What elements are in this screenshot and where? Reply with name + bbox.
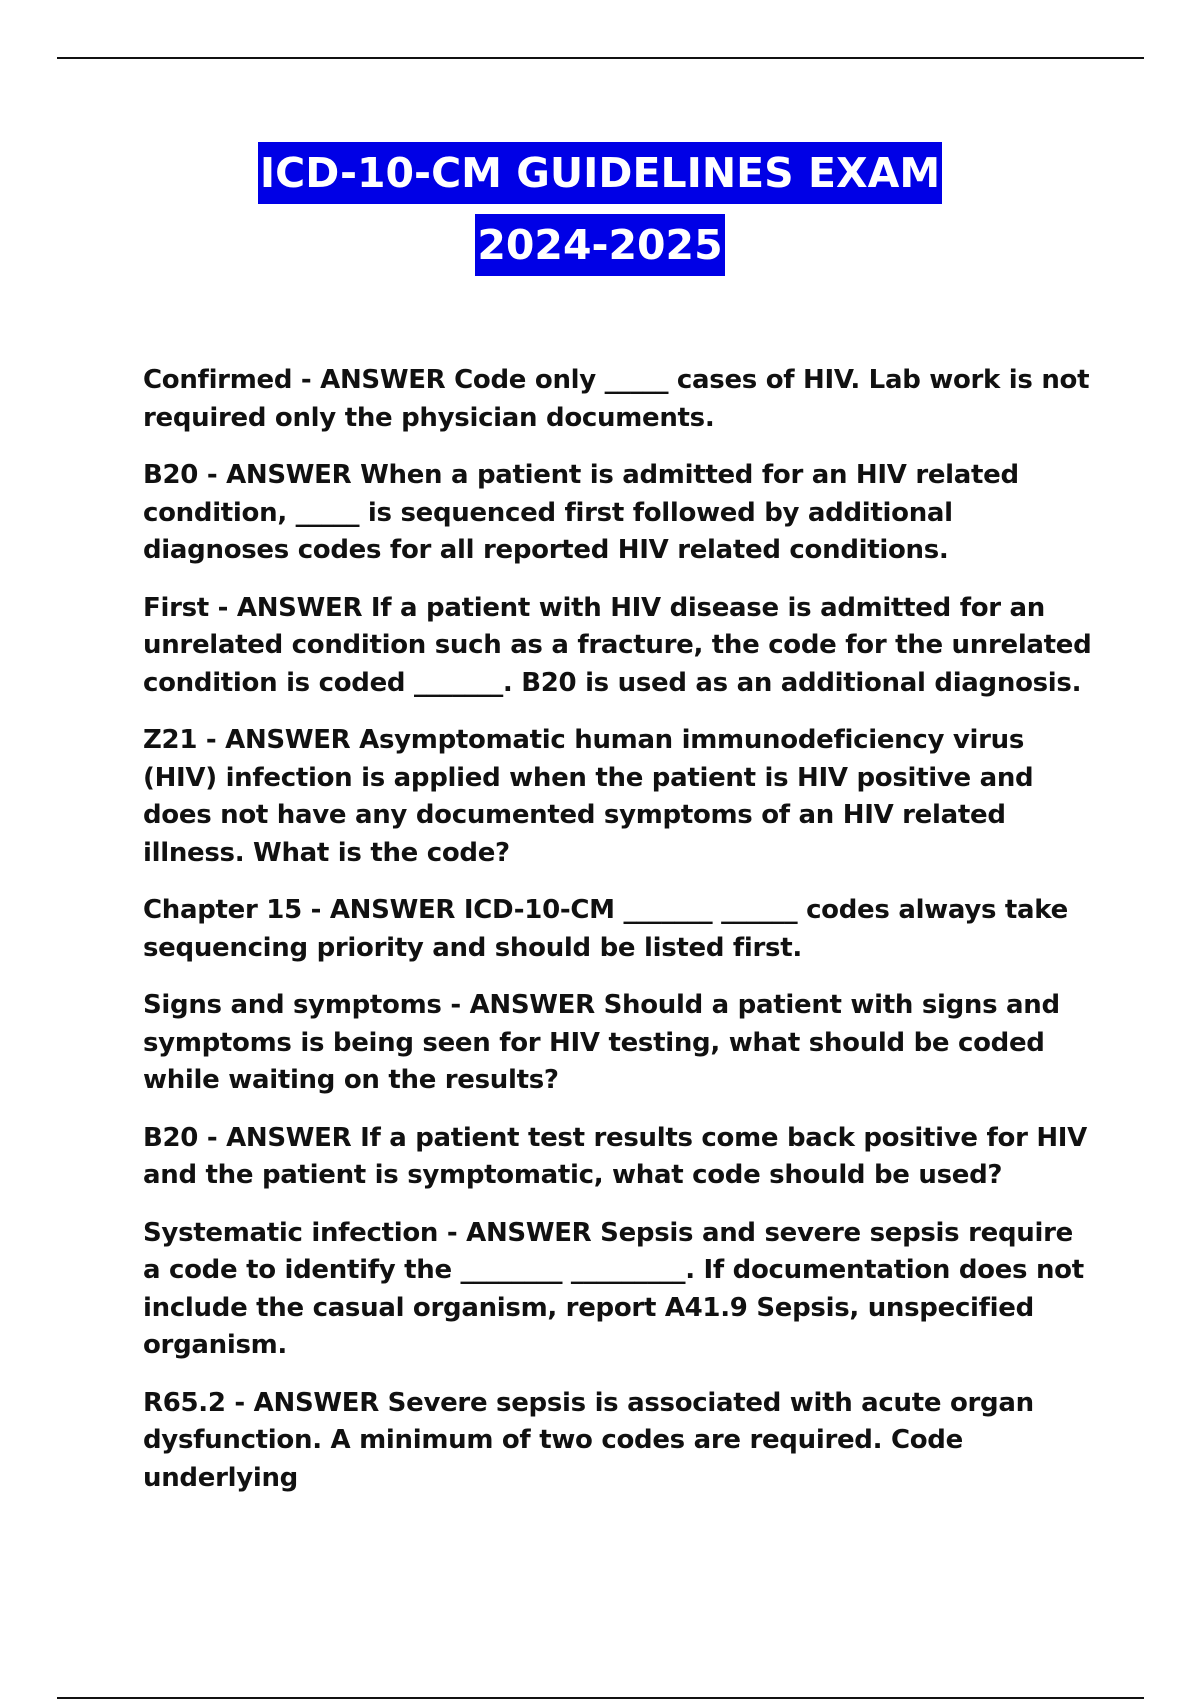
footer-rule [57,1697,1144,1699]
qa-item: B20 - ANSWER If a patient test results come back positive for HIV and the patient is symptomatic, what code should be used? [143,1122,1087,1190]
qa-item: Confirmed - ANSWER Code only _____ cases of HIV. Lab work is not required only the physician documents. [143,365,1090,433]
qa-item: Chapter 15 - ANSWER ICD-10-CM _______ ______ codes always take sequencing priority and should be listed first. [143,895,1068,963]
qa-item: B20 - ANSWER When a patient is admitted for an HIV related condition, _____ is sequenced first followed by additional diagnoses codes for all reported HIV related conditions. [143,460,1019,565]
header-rule [57,57,1144,59]
question-answer-list [143,362,1093,1517]
qa-item: First - ANSWER If a patient with HIV disease is admitted for an unrelated condition such as a fracture, the code for the unrelated condition is coded _______. B20 is used as an additional diagnosis. [143,592,1092,698]
title-line-1: ICD-10-CM GUIDELINES EXAM [258,142,942,204]
title-line-2: 2024-2025 [475,214,724,276]
qa-item: R65.2 - ANSWER Severe sepsis is associated with acute organ dysfunction. A minimum of two codes are required. Code underlying [143,1387,1034,1493]
qa-item: Signs and symptoms - ANSWER Should a patient with signs and symptoms is being seen for HIV testing, what should be coded while waiting on the results? [143,990,1060,1095]
qa-item: Systematic infection - ANSWER Sepsis and severe sepsis require a code to identify the ________ _________. If documentation does not include the casual organism, report A41.9 Sepsis, unspecified organism. [143,1217,1084,1360]
document-title [0,142,1200,276]
qa-item: Z21 - ANSWER Asymptomatic human immunodeficiency virus (HIV) infection is applied when the patient is HIV positive and does not have any documented symptoms of an HIV related illness. What is the code? [143,725,1034,868]
